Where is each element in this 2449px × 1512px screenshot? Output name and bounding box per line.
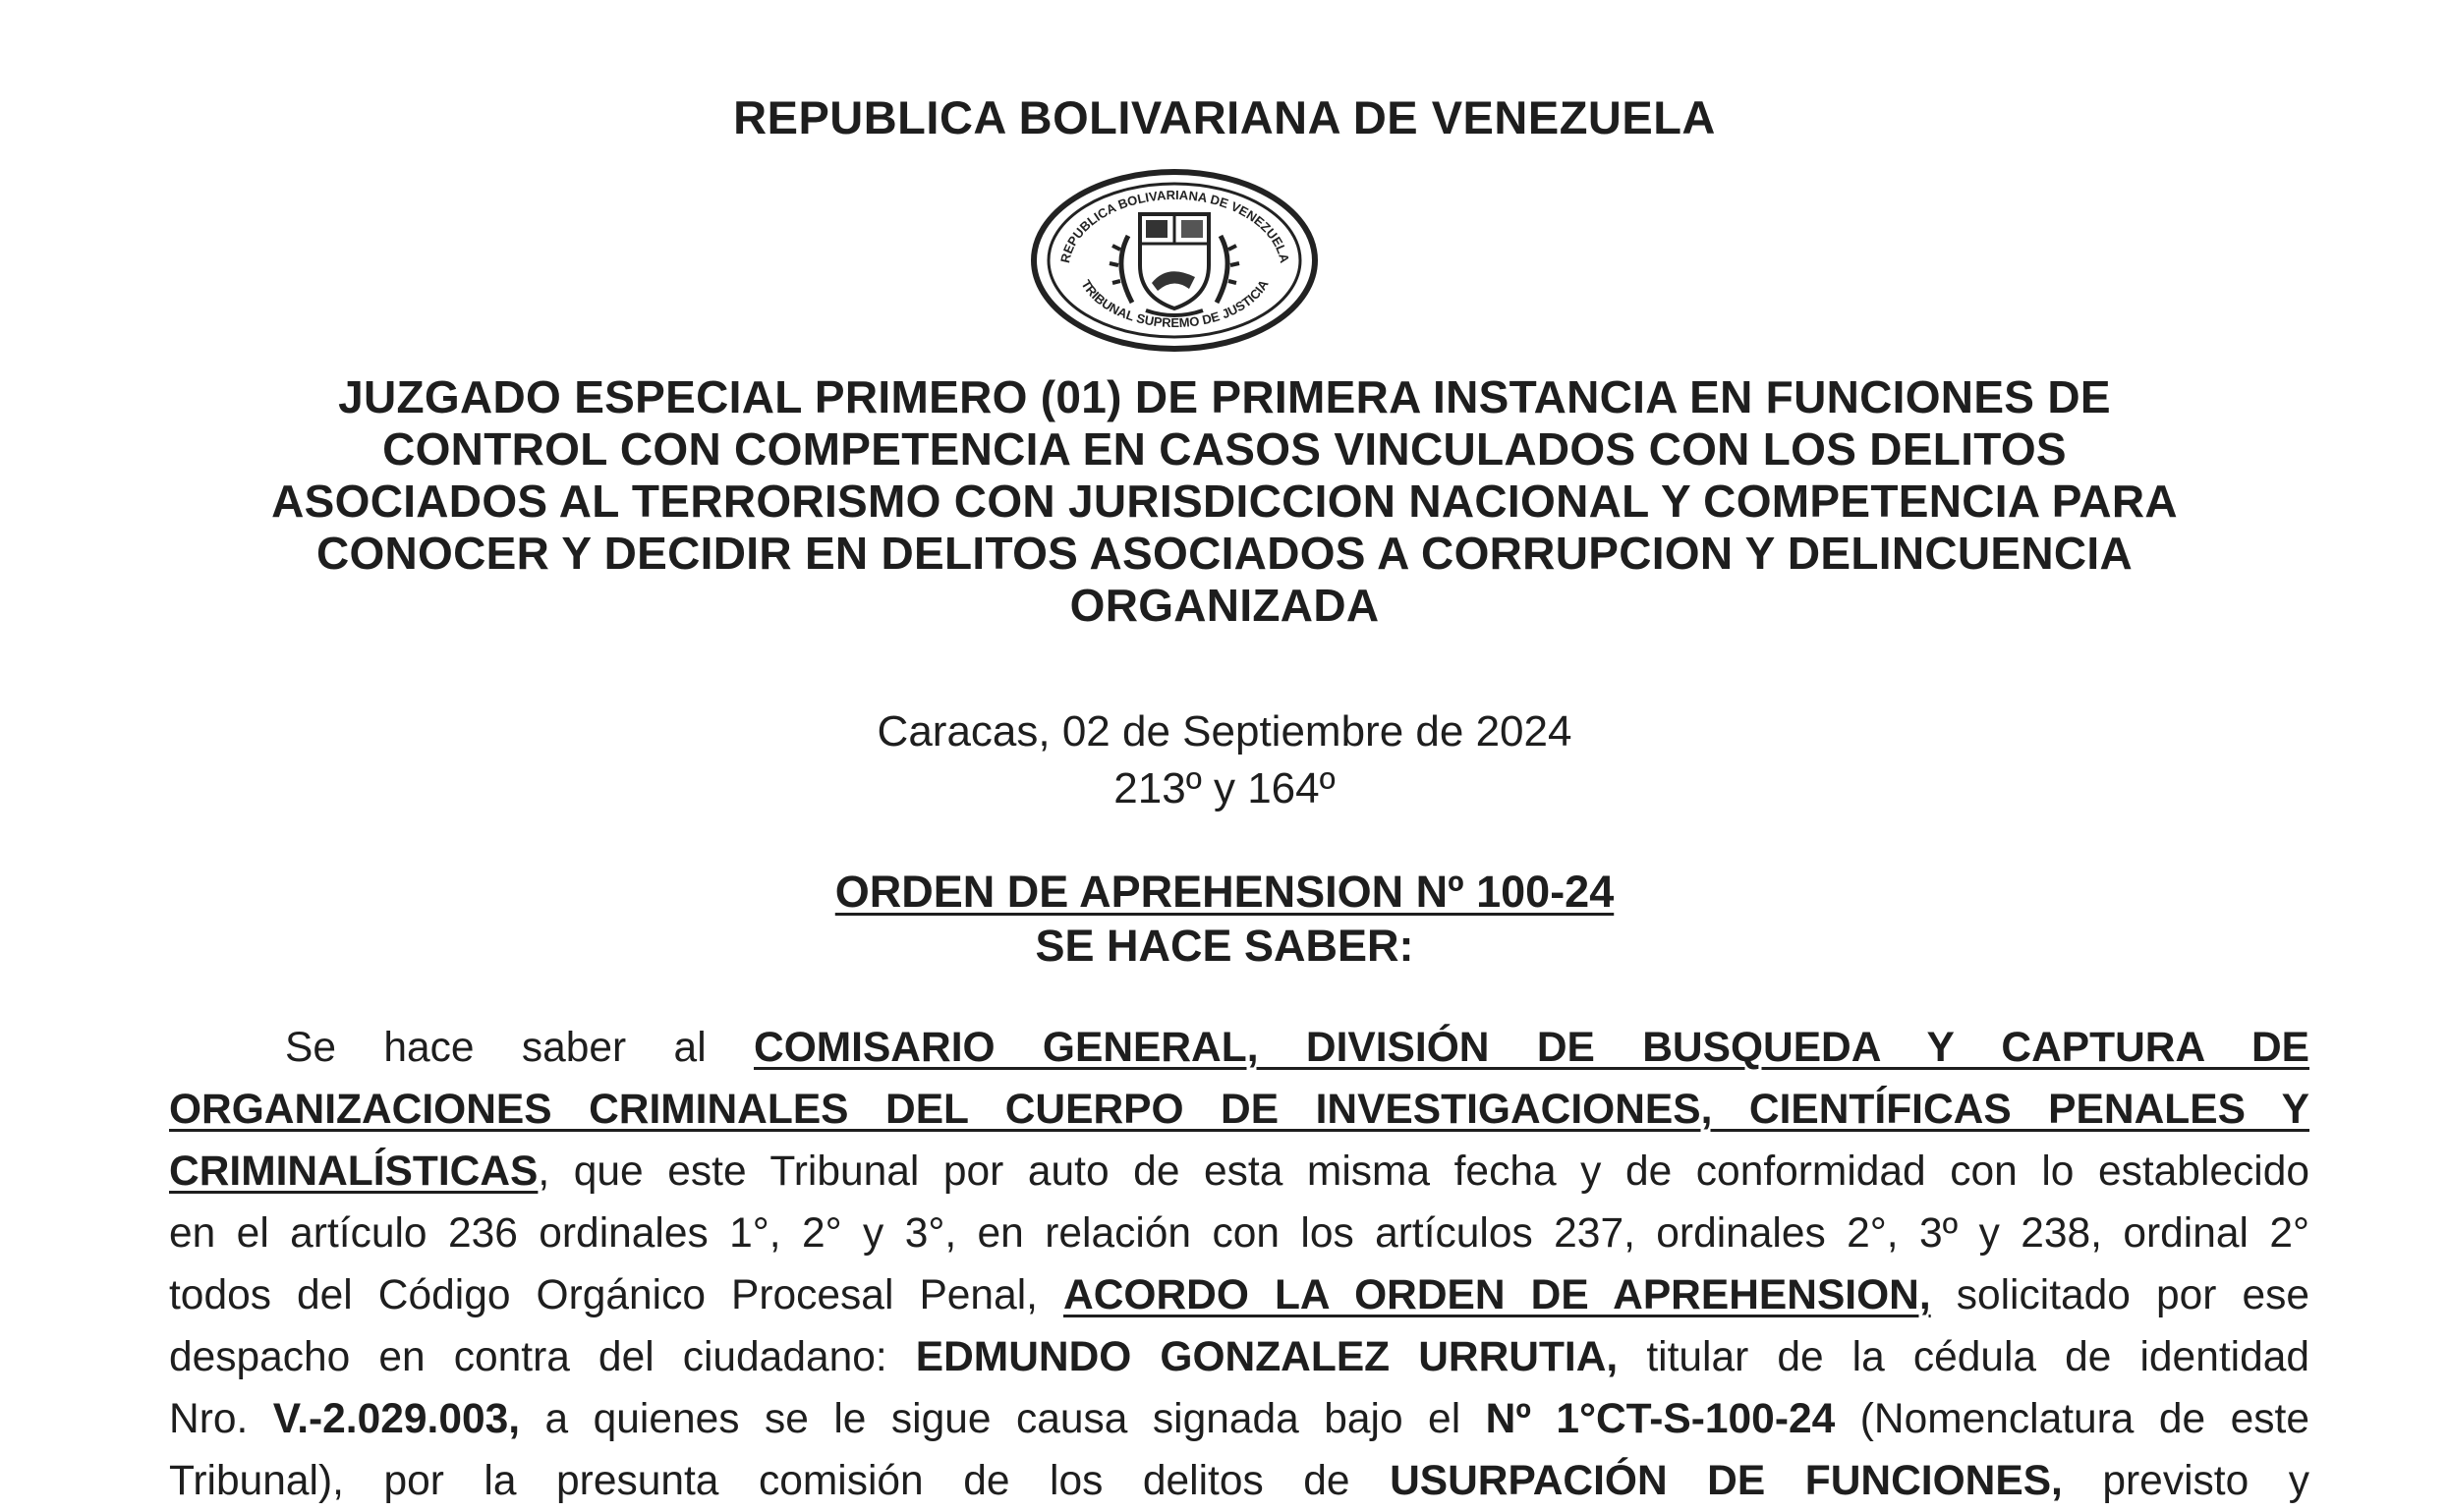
body-line: [169, 1326, 2309, 1388]
body-text: Se hace saber al: [285, 1025, 754, 1071]
order-title: ORDEN DE APREHENSION Nº 100-24: [834, 867, 1615, 917]
body-line: [169, 1079, 2309, 1141]
order-subtitle: SE HACE SABER:: [1035, 921, 1414, 971]
case-number: Nº 1°CT-S-100-24: [1485, 1396, 1836, 1442]
seal-text-bottom: TRIBUNAL SUPREMO DE JUSTICIA: [1078, 277, 1272, 331]
person-name: EDMUNDO GONZALEZ URRUTIA,: [915, 1334, 1619, 1380]
addressee-text: COMISARIO GENERAL, DIVISIÓN DE BUSQUEDA Y CAPTURA DE: [754, 1025, 2309, 1071]
body-text: a quienes se le sigue causa signada bajo el: [520, 1396, 1486, 1442]
years-line: 213º y 164º: [1113, 764, 1336, 812]
body-line: [169, 1450, 2309, 1512]
order-decision-text: ACORDO LA ORDEN DE APREHENSION,: [1063, 1272, 1931, 1318]
body-text: Nro.: [169, 1396, 273, 1442]
body-text: todos del Código Orgánico Procesal Penal,: [169, 1272, 1064, 1318]
court-name: [236, 371, 2213, 632]
court-seal-icon: [1030, 167, 1320, 354]
body-text: titular de la cédula de identidad: [1618, 1334, 2309, 1380]
order-heading: [0, 865, 2449, 973]
id-number: V.-2.029.003,: [272, 1396, 521, 1442]
body-text: , que este Tribunal por auto de esta misma fecha y de conformidad con lo establecido: [538, 1148, 2309, 1195]
body-text: Tribunal), por la presunta comisión de los delitos de: [169, 1458, 1391, 1504]
court-line: CONOCER Y DECIDIR EN DELITOS ASOCIADOS A CORRUPCION Y DELINCUENCIA: [315, 528, 2134, 579]
body-line: [169, 1017, 2309, 1079]
addressee-text: ORGANIZACIONES CRIMINALES DEL CUERPO DE INVESTIGACIONES, CIENTÍFICAS PENALES Y: [169, 1087, 2309, 1133]
body-text: en el artículo 236 ordinales 1°, 2° y 3°, en relación con los artículos 237, ordinales 2°, 3º y 238, ordinal 2°: [169, 1210, 2309, 1257]
body-line: [169, 1203, 2309, 1264]
seal-text-top: REPUBLICA BOLIVARIANA DE VENEZUELA: [1057, 187, 1292, 265]
body-text: previsto y: [2062, 1458, 2309, 1504]
body-text: (Nomenclatura de este: [1835, 1396, 2310, 1442]
court-line: JUZGADO ESPECIAL PRIMERO (01) DE PRIMERA INSTANCIA EN FUNCIONES DE: [338, 371, 2111, 422]
addressee-text: CRIMINALÍSTICAS: [169, 1148, 539, 1195]
court-line: ORGANIZADA: [1069, 580, 1380, 631]
body-paragraph: [169, 1017, 2309, 1512]
body-line: [169, 1388, 2309, 1450]
date-block: [0, 703, 2449, 817]
body-line: [169, 1264, 2309, 1326]
court-line: ASOCIADOS AL TERRORISMO CON JURISDICCION NACIONAL Y COMPETENCIA PARA: [271, 476, 2178, 527]
country-heading: REPUBLICA BOLIVARIANA DE VENEZUELA: [733, 91, 1716, 143]
court-line: CONTROL CON COMPETENCIA EN CASOS VINCULADOS CON LOS DELITOS: [382, 423, 2067, 475]
offense-text: USURPACIÓN DE FUNCIONES,: [1390, 1458, 2063, 1504]
date-line: Caracas, 02 de Septiembre de 2024: [877, 707, 1572, 756]
body-text: solicitado por ese: [1930, 1272, 2309, 1318]
body-text: despacho en contra del ciudadano:: [169, 1334, 916, 1380]
body-line: [169, 1141, 2309, 1203]
